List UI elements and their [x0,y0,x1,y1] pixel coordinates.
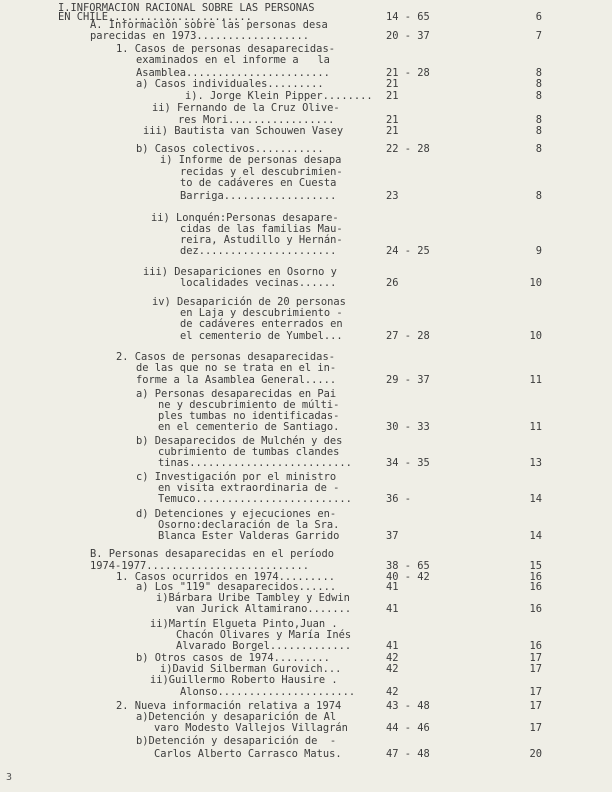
toc-entry-pages: 38 - 65 [386,560,430,572]
toc-entry [0,189,612,203]
toc-entry-title: 2. Nueva información relativa a 1974 [116,700,342,712]
toc-entry-title: Alonso...................... [180,686,356,698]
toc-entry-title: cidas de las familias Mau- [180,223,343,235]
toc-entry [0,276,612,290]
toc-entry-number: 16 [529,581,542,593]
toc-entry-pages: 43 - 48 [386,700,430,712]
toc-entry-pages: 30 - 33 [386,421,430,433]
toc-entry-number: 20 [529,748,542,760]
toc-entry-title: iv) Desaparición de 20 personas [152,296,346,308]
toc-entry [0,244,612,258]
toc-entry-title: localidades vecinas...... [180,277,337,289]
toc-entry-pages: 21 [386,78,399,90]
toc-entry-title: ii) Fernando de la Cruz Olive- [152,102,340,114]
toc-entry-title: recidas y el descubrimien- [180,166,343,178]
toc-entry-number: 8 [535,125,542,137]
toc-entry-number: 17 [529,722,542,734]
toc-entry [0,373,612,387]
toc-entry [0,685,612,699]
toc-entry-pages: 44 - 46 [386,722,430,734]
toc-entry [0,602,612,616]
toc-entry-title: Barriga.................. [180,190,337,202]
toc-entry-number: 10 [529,330,542,342]
toc-entry-number: 6 [535,11,542,23]
toc-entry-title: Alvarado Borgel............. [176,640,352,652]
toc-entry-title: A. Información sobre las personas desa [90,19,328,31]
toc-entry-pages: 42 [386,663,399,675]
toc-entry-number: 10 [529,277,542,289]
toc-entry-pages: 40 - 42 [386,571,430,583]
toc-entry-title: en Laja y descubrimiento - [180,307,343,319]
toc-entry-title: a) Personas desaparecidas en Pai [136,388,337,400]
toc-entry-number: 8 [535,143,542,155]
toc-entry-title: el cementerio de Yumbel... [180,330,343,342]
toc-entry-pages: 21 [386,125,399,137]
toc-entry-title: tinas.......................... [158,457,352,469]
toc-entry-title: Temuco......................... [158,493,352,505]
toc-entry-pages: 47 - 48 [386,748,430,760]
toc-entry-title: ples tumbas no identificadas- [158,410,340,422]
toc-entry-title: i). Jorge Klein Pipper........ [185,90,373,102]
toc-entry-title: b) Desaparecidos de Mulchén y des [136,435,343,447]
toc-entry-number: 13 [529,457,542,469]
toc-entry [0,176,612,190]
toc-entry-title: ii) Lonquén:Personas desapare- [151,212,339,224]
toc-entry-number: 15 [529,560,542,572]
toc-entry-title: res Mori................. [178,114,335,126]
toc-entry-number: 11 [529,421,542,433]
toc-entry-title: i)Bárbara Uribe Tambley y Edwin [156,592,350,604]
toc-entry-title: b) Otros casos de 1974......... [136,652,330,664]
toc-entry [0,529,612,543]
toc-entry-title: 1. Casos ocurridos en 1974......... [116,571,335,583]
toc-entry-number: 8 [535,190,542,202]
toc-entry-number: 8 [535,67,542,79]
toc-entry-title: iii) Bautista van Schouwen Vasey [143,125,344,137]
toc-entry-number: 9 [535,245,542,257]
toc-entry-number: 17 [529,663,542,675]
toc-entry-title: 1. Casos de personas desaparecidas- [116,43,335,55]
toc-entry-title: dez...................... [180,245,337,257]
toc-entry-pages: 20 - 37 [386,30,430,42]
toc-entry [0,53,612,67]
toc-entry-title: d) Detenciones y ejecuciones en- [136,508,337,520]
toc-entry-title: b)Detención y desaparición de - [136,735,337,747]
toc-entry [0,124,612,138]
toc-entry-title: iii) Desapariciones en Osorno y [143,266,337,278]
toc-entry-number: 14 [529,530,542,542]
toc-entry-number: 7 [535,30,542,42]
toc-entry-title: Osorno:declaración de la Sra. [158,519,340,531]
toc-entry-title: van Jurick Altamirano....... [176,603,352,615]
toc-entry-title: en visita extraordinaria de - [158,482,340,494]
toc-entry-title: ii)Martín Elgueta Pinto,Juan . [150,618,338,630]
toc-entry-number: 16 [529,603,542,615]
toc-entry-title: cubrimiento de tumbas clandes [158,446,340,458]
toc-entry-pages: 27 - 28 [386,330,430,342]
toc-entry-number: 17 [529,686,542,698]
toc-entry-number: 8 [535,78,542,90]
toc-entry-pages: 41 [386,640,399,652]
toc-entry-pages: 37 [386,530,399,542]
toc-entry [0,456,612,470]
toc-entry-title: ii)Guillermo Roberto Hausire . [150,674,338,686]
toc-entry-title: varo Modesto Vallejos Villagrán [154,722,348,734]
toc-entry-title: ne y descubrimiento de múlti- [158,399,340,411]
toc-entry-pages: 21 [386,90,399,102]
toc-entry-title: B. Personas desaparecidas en el período [90,548,334,560]
page-footer-mark: 3 [6,772,13,783]
toc-entry-title: reira, Astudillo y Hernán- [180,234,343,246]
toc-entry-pages: 23 [386,190,399,202]
toc-entry-title: i) Informe de personas desapa [160,154,342,166]
toc-entry-title: parecidas en 1973.................. [90,30,309,42]
toc-entry-title: a) Casos individuales......... [136,78,324,90]
toc-entry-title: c) Investigación por el ministro [136,471,337,483]
toc-entry-number: 11 [529,374,542,386]
toc-entry-pages: 21 - 28 [386,67,430,79]
toc-entry-pages: 36 - [386,493,412,505]
toc-entry [0,492,612,506]
toc-entry-title: EN CHILE....................... [58,11,252,23]
toc-entry-pages: 42 [386,686,399,698]
toc-entry-title: a)Detención y desaparición de Al [136,711,337,723]
toc-entry-pages: 41 [386,581,399,593]
toc-entry [0,747,612,761]
toc-entry-title: forme a la Asamblea General..... [136,374,337,386]
toc-entry-title: 2. Casos de personas desaparecidas- [116,351,335,363]
toc-entry-title: 1974-1977.......................... [90,560,309,572]
toc-entry-number: 16 [529,640,542,652]
toc-entry-number: 14 [529,493,542,505]
toc-entry-number: 17 [529,700,542,712]
toc-entry-title: b) Casos colectivos........... [136,143,324,155]
toc-entry-title: Blanca Ester Valderas Garrido [158,530,340,542]
toc-entry-pages: 41 [386,603,399,615]
toc-entry-title: de las que no se trata en el in- [136,362,337,374]
toc-entry-title: Chacón Olivares y María Inés [176,629,352,641]
toc-entry-title: to de cadáveres en Cuesta [180,177,337,189]
toc-entry [0,721,612,735]
toc-entry-title: examinados en el informe a la [136,54,330,66]
toc-entry-title: de cadáveres enterrados en [180,318,343,330]
toc-entry-title: en el cementerio de Santiago. [158,421,340,433]
toc-entry [0,329,612,343]
toc-entry-pages: 42 [386,652,399,664]
toc-entry-title: i)David Silberman Gurovich... [160,663,342,675]
toc-entry-title: Carlos Alberto Carrasco Matus. [154,748,342,760]
toc-entry-title: Asamblea....................... [136,67,330,79]
toc-entry-pages: 24 - 25 [386,245,430,257]
toc-entry [0,29,612,43]
toc-entry-title: a) Los "119" desaparecidos...... [136,581,337,593]
toc-entry-title: I.INFORMACION RACIONAL SOBRE LAS PERSONAS [58,2,315,14]
toc-entry-number: 17 [529,652,542,664]
toc-entry-pages: 34 - 35 [386,457,430,469]
toc-entry [0,420,612,434]
toc-entry-pages: 14 - 65 [386,11,430,23]
toc-entry-pages: 29 - 37 [386,374,430,386]
toc-entry-number: 8 [535,90,542,102]
toc-entry-number: 16 [529,571,542,583]
toc-entry-pages: 26 [386,277,399,289]
toc-entry [0,734,612,748]
toc-entry-number: 8 [535,114,542,126]
toc-entry-pages: 22 - 28 [386,143,430,155]
toc-entry-pages: 21 [386,114,399,126]
